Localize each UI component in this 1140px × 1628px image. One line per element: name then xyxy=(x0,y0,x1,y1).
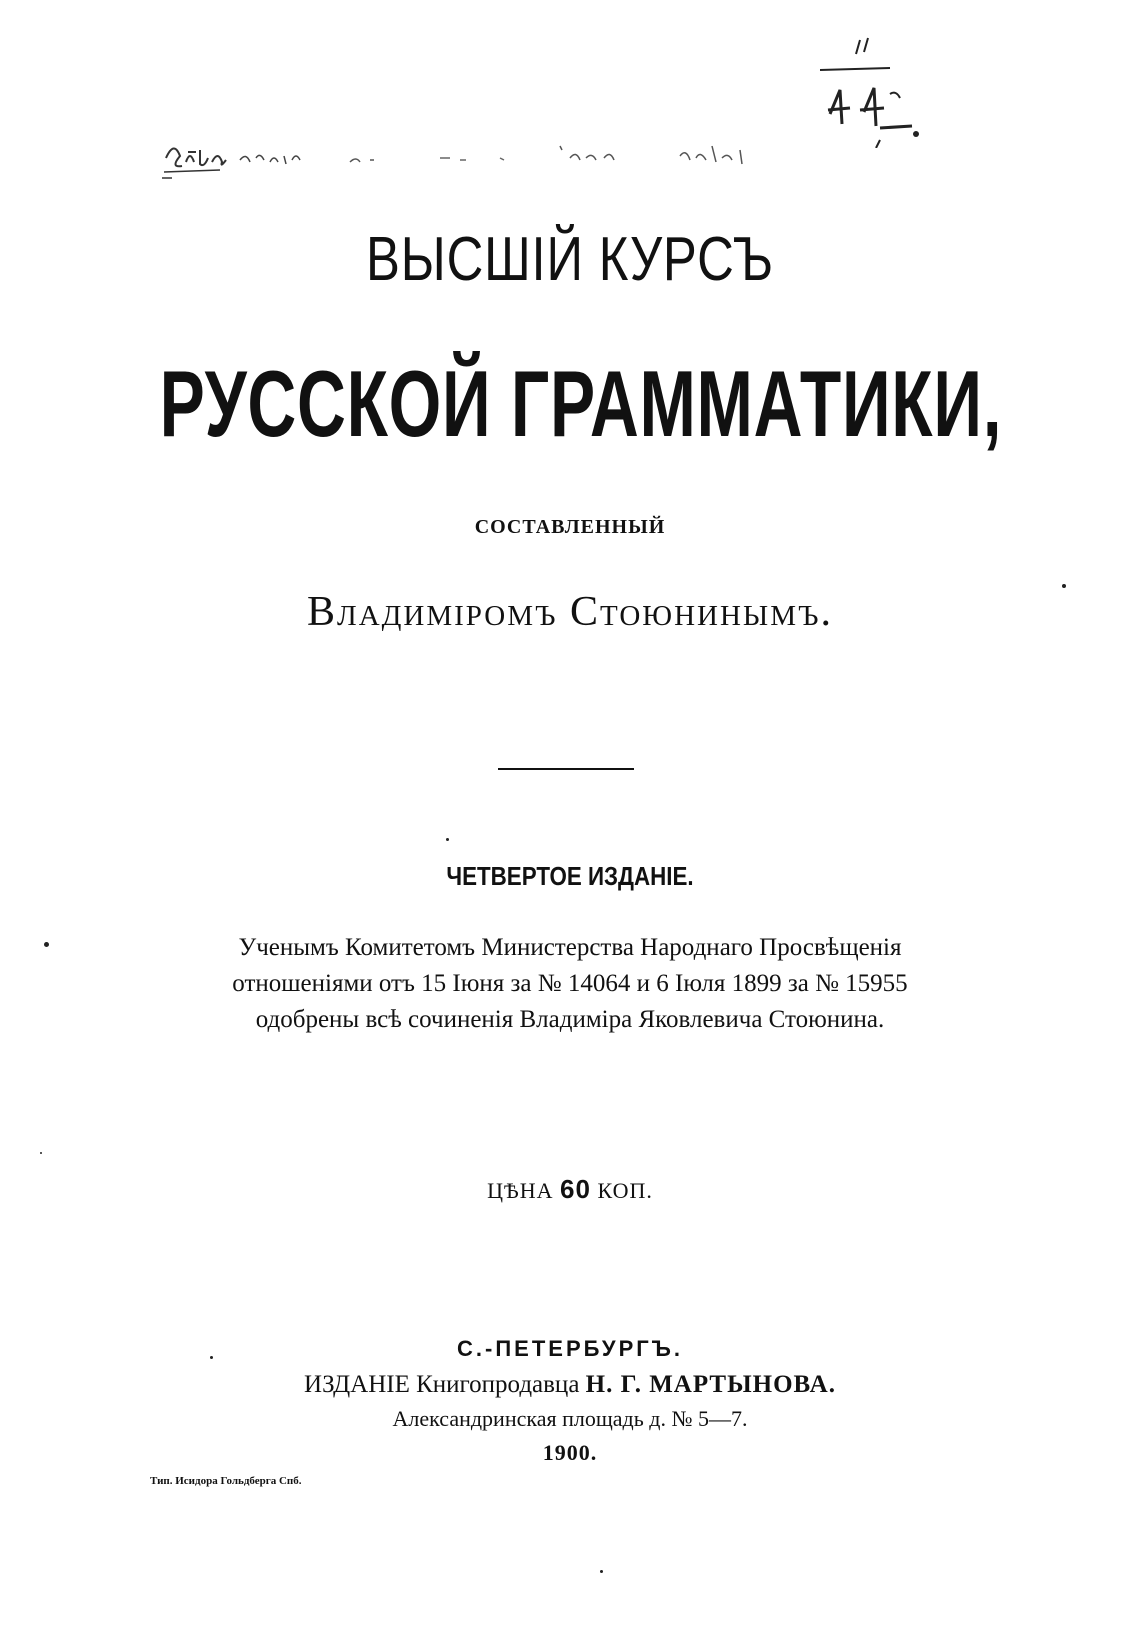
publisher-name: Н. Г. МАРТЫНОВА. xyxy=(585,1371,836,1398)
scan-speck xyxy=(210,1356,213,1359)
author-name: Владиміромъ Стоюнинымъ. xyxy=(307,589,833,635)
approval-line-1: Ученымъ Комитетомъ Министерства Народнаго Просвѣщенія xyxy=(238,934,902,961)
price-amount: 60 xyxy=(560,1174,591,1204)
divider-rule xyxy=(498,768,634,770)
approval-line-2: отношеніями отъ 15 Іюня за № 14064 и 6 Іюля 1899 за № 15955 xyxy=(232,970,908,997)
scan-speck xyxy=(40,1152,42,1154)
scan-speck xyxy=(446,838,449,841)
price xyxy=(0,1174,1140,1206)
imprint-address: Александринская площадь д. № 5—7. xyxy=(392,1406,748,1431)
edition-label: ЧЕТВЕРТОЕ ИЗДАНІЕ. xyxy=(446,861,694,891)
imprint-year: 1900. xyxy=(542,1440,598,1465)
imprint-publisher xyxy=(0,1368,1140,1402)
approval-notice xyxy=(0,930,1140,1038)
publisher-prefix: ИЗДАНІЕ Книгопродавца xyxy=(304,1371,580,1398)
scan-speck xyxy=(44,942,49,947)
scan-speck xyxy=(1062,584,1066,588)
price-prefix: ЦѢНА xyxy=(487,1178,554,1203)
printer-credit: Тип. Исидора Гольдберга Спб. xyxy=(150,1475,302,1487)
title-line-2: РУССКОЙ ГРАММАТИКИ, xyxy=(159,351,1003,456)
approval-line-3: одобрены всѣ сочиненія Владиміра Яковлевича Стоюнина. xyxy=(255,1006,885,1033)
imprint-city: С.-ПЕТЕРБУРГЪ. xyxy=(457,1336,683,1361)
composed-by-label: СОСТАВЛЕННЫЙ xyxy=(474,516,666,538)
title-line-1: ВЫСШІЙ КУРСЪ xyxy=(366,225,774,294)
price-suffix: КОП. xyxy=(597,1178,653,1203)
handwritten-note xyxy=(160,128,800,188)
scan-speck xyxy=(600,1570,603,1573)
handwritten-shelfmark xyxy=(820,28,930,148)
